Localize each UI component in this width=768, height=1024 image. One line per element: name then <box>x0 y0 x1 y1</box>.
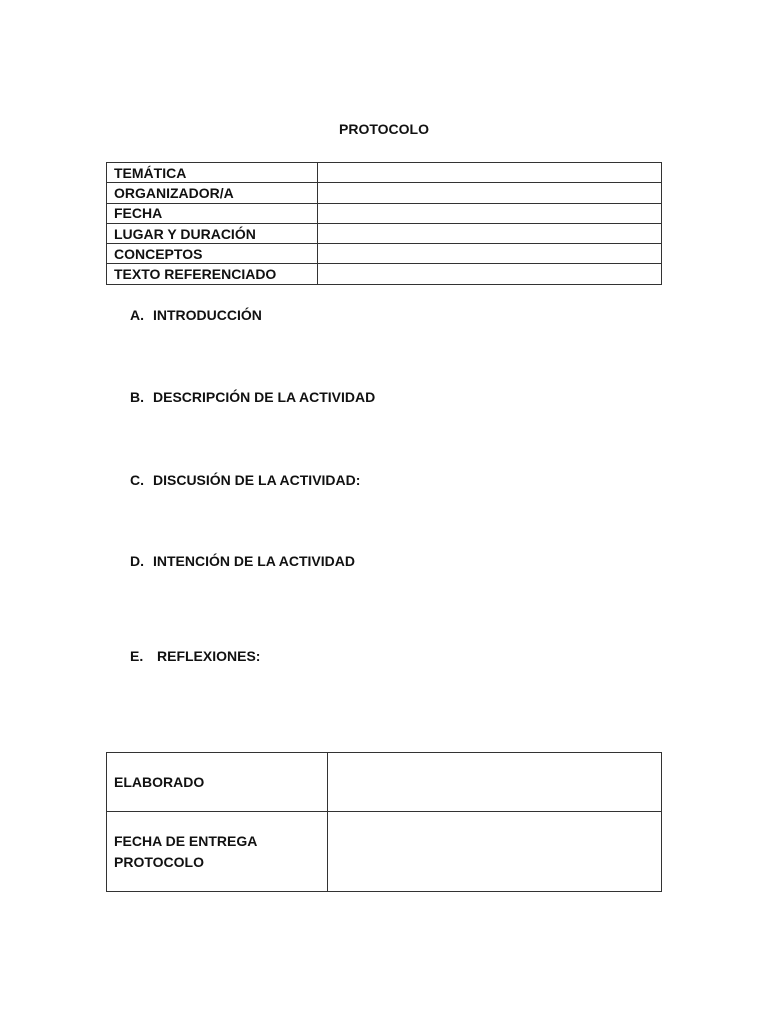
table-row <box>107 753 662 812</box>
row-label: ORGANIZADOR/A <box>107 183 318 203</box>
row-label: TEXTO REFERENCIADO <box>107 264 318 284</box>
table-row <box>107 203 662 223</box>
row-value <box>318 244 662 264</box>
table-row <box>107 812 662 892</box>
row-value <box>318 264 662 284</box>
section-heading: C. DISCUSIÓN DE LA ACTIVIDAD: <box>130 472 361 488</box>
table-row <box>107 244 662 264</box>
row-label: FECHA <box>107 203 318 223</box>
row-label: FECHA DE ENTREGA PROTOCOLO <box>107 812 328 892</box>
document-title: PROTOCOLO <box>339 121 429 137</box>
row-label: TEMÁTICA <box>107 163 318 183</box>
section-heading: B. DESCRIPCIÓN DE LA ACTIVIDAD <box>130 389 376 405</box>
table-row <box>107 223 662 243</box>
row-value <box>318 203 662 223</box>
row-value <box>328 753 662 812</box>
row-value <box>328 812 662 892</box>
table-row <box>107 183 662 203</box>
row-value <box>318 223 662 243</box>
row-label: ELABORADO <box>107 753 328 812</box>
row-label: LUGAR Y DURACIÓN <box>107 223 318 243</box>
section-heading: E. REFLEXIONES: <box>130 648 261 664</box>
table-row <box>107 264 662 284</box>
section-heading: D. INTENCIÓN DE LA ACTIVIDAD <box>130 553 355 569</box>
table-row <box>107 163 662 183</box>
section-heading: A. INTRODUCCIÓN <box>130 307 262 323</box>
footer-table <box>106 752 662 892</box>
row-value <box>318 183 662 203</box>
row-value <box>318 163 662 183</box>
info-table <box>106 162 662 285</box>
row-label: CONCEPTOS <box>107 244 318 264</box>
